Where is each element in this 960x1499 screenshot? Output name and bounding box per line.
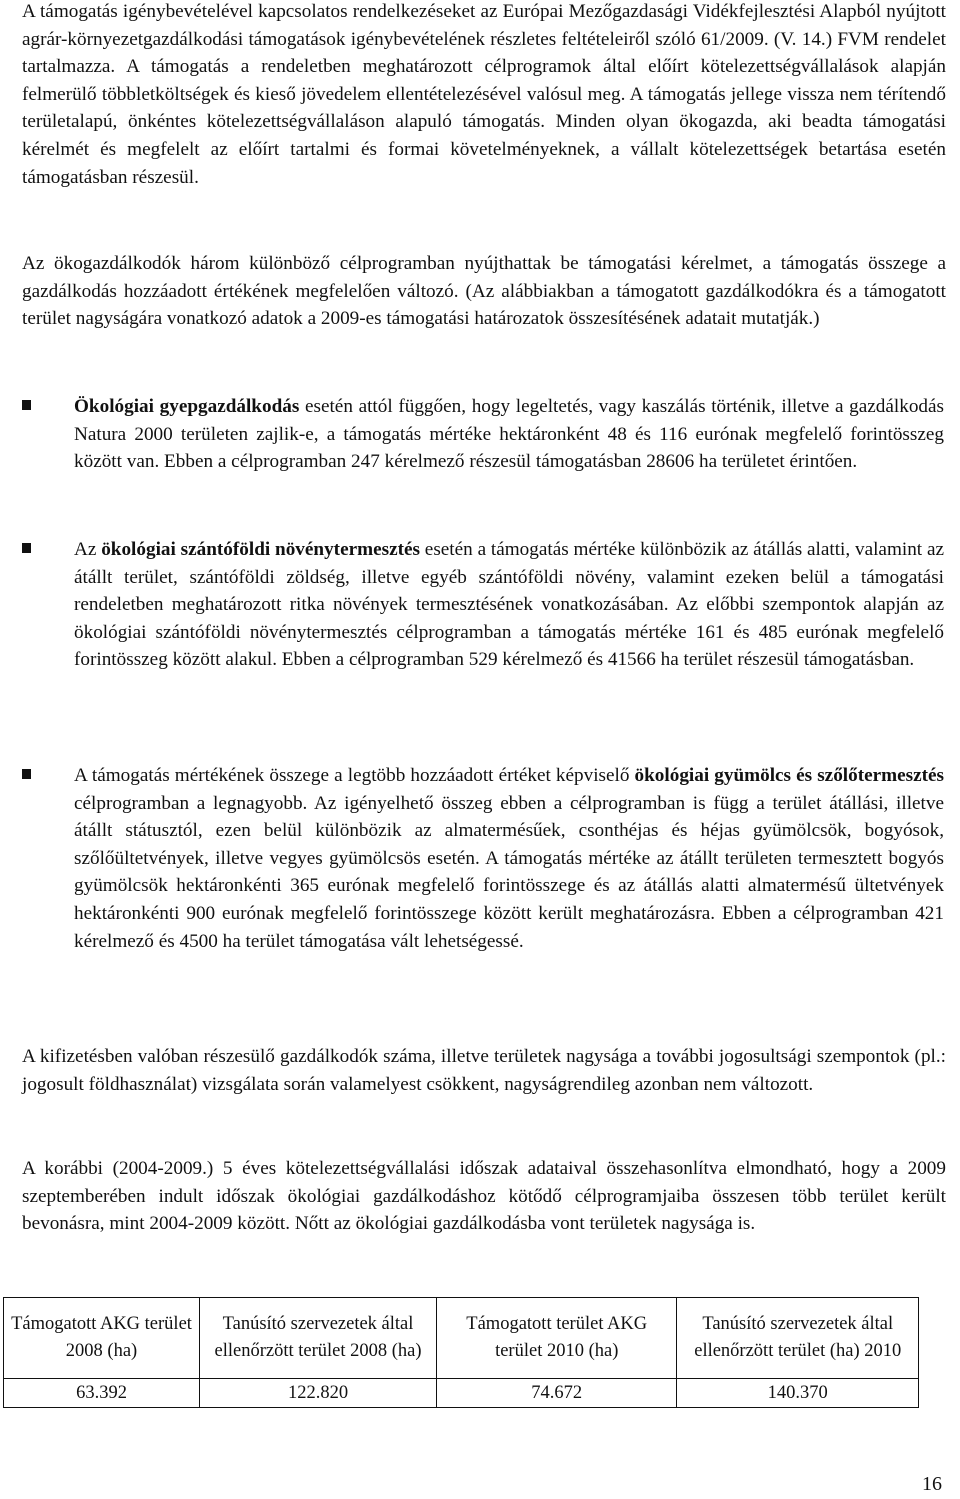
table-header-cell: Támogatott terület AKG terület 2010 (ha) <box>436 1298 677 1379</box>
table-row <box>4 1379 919 1408</box>
square-bullet-icon <box>22 543 31 553</box>
paragraph-payments: A kifizetésben valóban részesülő gazdálkodók száma, illetve területek nagysága a további jogosultsági szempontok (pl.: jogosult földhasználat) vizsgálata során valamelyest csökkent, nagyságrendileg azonban nem változott. <box>22 1046 946 1095</box>
square-bullet-icon <box>22 400 31 410</box>
bullet-bold-term: Ökológiai gyepgazdálkodás <box>74 396 300 417</box>
table-header-row <box>4 1298 919 1379</box>
bullet-text <box>74 536 944 674</box>
area-comparison-table <box>3 1297 919 1408</box>
bullet-rest: esetén a támogatás mértéke különbözik az átállás alatti, valamint az átállt terület, szántóföldi zöldség, illetve egyéb szántóföldi növény, valamint ezeken belül a támogatási rendeletben meghatározott ritka növények termesztésének vonatkozásában. Az előbbi szempontok alapján az ökológiai szántóföldi növénytermesztés célprogramban a támogatás mértéke 161 és 485 eurónak megfelelő forintösszeg között alakul. Ebben a célprogramban 529 kérelmező és 41566 ha terület részesül támogatásban. <box>74 539 944 671</box>
bullet-text <box>74 393 944 476</box>
paragraph-comparison: A korábbi (2004-2009.) 5 éves kötelezettségvállalási időszak adataival összehasonlítva elmondható, hogy a 2009 szeptemberében indult időszak ökológiai gazdálkodáshoz kötődő célprogramjaiba összesen több terület került bevonásra, mint 2004-2009 között. Nőtt az ökológiai gazdálkodásba vont területek nagysága is. <box>22 1158 946 1235</box>
bullet-item-arable <box>22 536 946 674</box>
bullet-lead: Az <box>74 539 102 560</box>
paragraph-intro: A támogatás igénybevételével kapcsolatos rendelkezéseket az Európai Mezőgazdasági Vidékfejlesztési Alapból nyújtott agrár-környezetgazdálkodási támogatások igénybevételének részletes feltételeiről szóló 61/2009. (V. 14.) FVM rendelet tartalmazza. A támogatás a rendeletben meghatározott célprogramok által előírt kötelezettségvállalások alapján felmerülő többletköltségek és kieső jövedelem ellentételezésével valósul meg. A támogatás jellege vissza nem térítendő területalapú, önkéntes kötelezettségvállaláson alapuló támogatás. Minden olyan ökogazda, aki beadta támogatási kérelmét és megfelelt az előírt tartalmi és formai követelményeknek, a vállalt kötelezettségek betartása esetén támogatásban részesül. <box>22 1 946 188</box>
bullet-rest: célprogramban a legnagyobb. Az igényelhető összeg ebben a célprogramban is függ a terület átállási, illetve átállt státusztól, ezen belül különbözik az almatermésűek, csonthéjas és héjas gyümölcsök, bogyósok, szőlőültetvények, illetve vegyes gyümölcsös esetén. A támogatás mértéke az átállt területen termesztett bogyós gyümölcsök hektáronkénti 365 eurónak megfelelő forintösszege és az átállás alatti almatermésű ültetvények hektáronkénti 900 eurónak megfelelő forintösszege között került meghatározásra. Ebben a célprogramban 421 kérelmező és 4500 ha terület támogatása vált lehetségessé. <box>74 792 944 952</box>
table-header-cell: Tanúsító szervezetek által ellenőrzött terület 2008 (ha) <box>200 1298 437 1379</box>
bullet-text <box>74 762 944 955</box>
bullet-item-fruit-vineyard <box>22 762 946 955</box>
bullet-rest: esetén attól függően, hogy legeltetés, vagy kaszálás történik, illetve a gazdálkodás Natura 2000 területen zajlik-e, a támogatás mértéke hektáronként 48 és 116 eurónak megfelelő forintösszeg között van. Ebben a célprogramban 247 kérelmező részesül támogatásban 28606 ha területet érintően. <box>74 396 944 473</box>
table-cell: 122.820 <box>200 1379 437 1408</box>
square-bullet-icon <box>22 769 31 779</box>
bullet-lead: A támogatás mértékének összege a legtöbb hozzáadott értéket képviselő <box>74 765 635 786</box>
table-header-cell: Tanúsító szervezetek által ellenőrzött terület (ha) 2010 <box>677 1298 919 1379</box>
bullet-bold-term: ökológiai szántóföldi növénytermesztés <box>101 539 420 560</box>
page-number: 16 <box>922 1473 942 1495</box>
table-cell: 63.392 <box>4 1379 200 1408</box>
table-header-cell: Támogatott AKG terület 2008 (ha) <box>4 1298 200 1379</box>
table-cell: 74.672 <box>436 1379 677 1408</box>
bullet-item-grassland <box>22 393 946 476</box>
table-cell: 140.370 <box>677 1379 919 1408</box>
bullet-bold-term: ökológiai gyümölcs és szőlőtermesztés <box>634 765 944 786</box>
paragraph-target-programs: Az ökogazdálkodók három különböző célprogramban nyújthattak be támogatási kérelmet, a támogatás összege a gazdálkodás hozzáadott értékének megfelelően változó. (Az alábbiakban a támogatott gazdálkodókra és a támogatott terület nagyságára vonatkozó adatok a 2009-es támogatási határozatok összesítésének adatait mutatják.) <box>22 253 946 330</box>
